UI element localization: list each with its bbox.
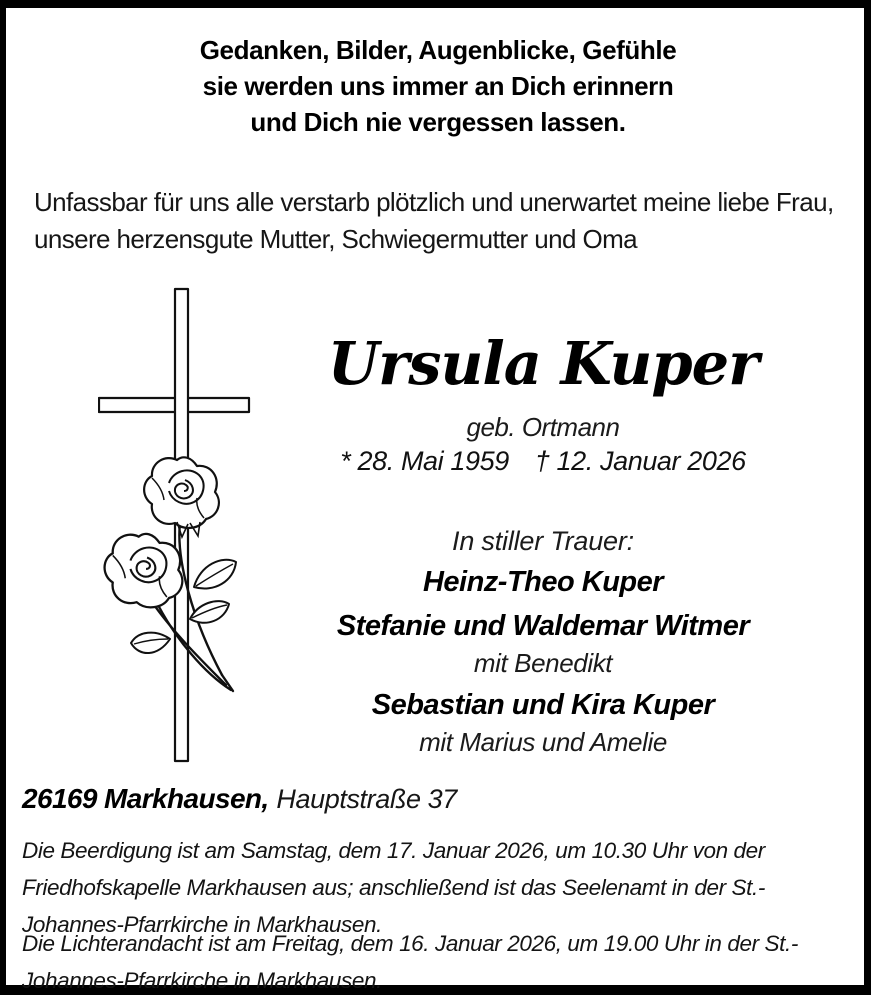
address-street: Hauptstraße 37 [276,784,457,814]
mourning-heading: In stiller Trauer: [452,526,634,556]
birth-date: * 28. Mai 1959 [340,446,509,476]
family-address [22,783,457,815]
memorial-verse [0,32,876,140]
mourner-line: Heinz-Theo Kuper [422,566,664,598]
funeral-announcement: Die Beerdigung ist am Samstag, dem 17. Januar 2026, um 10.30 Uhr von der Friedhofskapelle Markhausen aus; anschließend ist das Seelenamt in der St.-Johannes-Pfarrkirche in Markhausen. [22,838,765,937]
mourner-line: mit Marius und Amelie [419,727,667,757]
maiden-name: geb. Ortmann [466,412,620,442]
memorial-verse-line-1: Gedanken, Bilder, Augenblicke, Gefühle [199,35,677,65]
rose-upper [144,457,219,537]
life-dates [310,446,776,476]
cross-with-roses-icon [98,287,258,765]
mourner-line: Sebastian und Kira Kuper [371,689,715,721]
deceased-block [310,328,776,758]
deceased-name: Ursula Kuper [327,329,759,398]
death-date: † 12. Januar 2026 [534,446,746,476]
vigil-announcement: Die Lichterandacht ist am Freitag, dem 16. Januar 2026, um 19.00 Uhr in der St.- Johannes-Pfarrkirche in Markhausen. [22,931,798,993]
rose-lower [105,534,183,607]
mourner-line: mit Benedikt [473,648,613,678]
address-city: 26169 Markhausen, [22,783,269,814]
intro-paragraph: Unfassbar für uns alle verstarb plötzlich und unerwartet meine liebe Frau, unsere herzensgute Mutter, Schwiegermutter und Oma [34,187,834,254]
memorial-verse-line-2: sie werden uns immer an Dich erinnern [202,71,674,101]
memorial-verse-line-3: und Dich nie vergessen lassen. [250,107,626,137]
mourner-line: Stefanie und Waldemar Witmer [336,610,750,642]
